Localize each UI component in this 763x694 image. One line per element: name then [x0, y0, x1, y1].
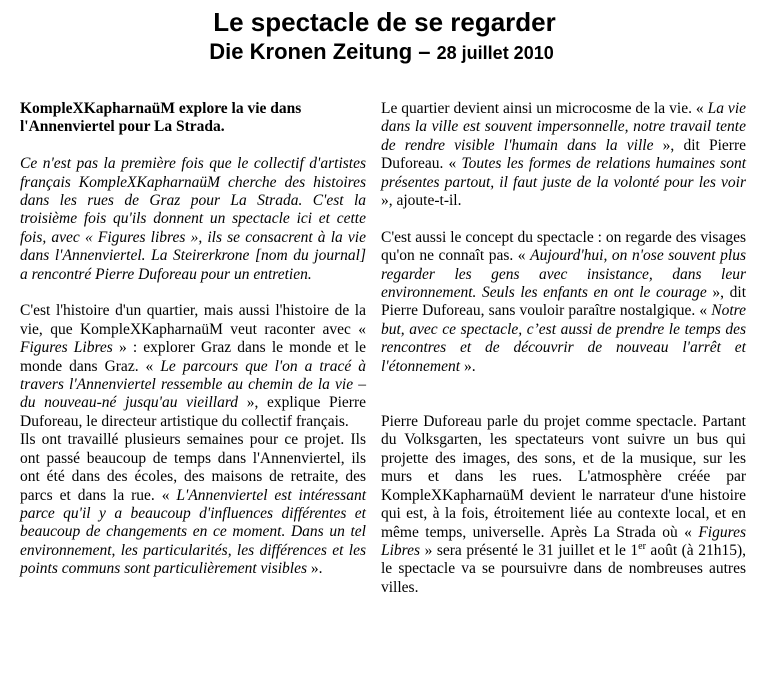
text-run: C'est aussi le concept du spectacle : on regarde des visages qu'on ne connaît pas. «: [381, 228, 746, 265]
quote-italic: La vie dans la ville est souvent impersonnelle, notre travail tente de rendre visible l'humain dans la ville: [381, 100, 746, 154]
right-paragraph-3: [381, 413, 746, 597]
quote-italic: L'Annenviertel est intéressant parce qu'il y a beaucoup d'influences différentes et beaucoup de changements en ce moment. Dans un tel environnement, les particularités, les différences et les points communs sont particulièrement visibles: [20, 486, 367, 578]
quote-italic: Notre but, avec ce spectacle, c’est aussi de prendre le temps des rencontres et de découvrir de nouveau l'arrêt et l'étonnement: [381, 302, 746, 375]
superscript: er: [638, 540, 646, 552]
text-run: », dit Pierre Duforeau, sans vouloir paraître nostalgique. «: [381, 284, 746, 320]
intro-paragraph: [20, 155, 366, 284]
article-subtitle: [0, 38, 763, 67]
text-run: C'est l'histoire d'un quartier, mais aussi l'histoire de la vie, que KompleXKapharnaüM veut raconter avec «: [20, 302, 366, 338]
lead-paragraph: KompleXKapharnaüM explore la vie dans l'Annenviertel pour La Strada.: [20, 100, 302, 136]
right-paragraph-1: [381, 100, 746, 210]
right-column: [381, 100, 746, 597]
quote-italic: Toutes les formes de relations humaines sont présentes partout, il faut juste de la volonté pour les voir: [381, 155, 747, 191]
left-paragraph-2: [20, 302, 366, 431]
text-run: » sera présenté le 31 juillet et le 1: [420, 541, 639, 559]
subtitle-dash: –: [418, 39, 431, 64]
text-run: août (à 21h15), le spectacle va se poursuivre dans de nombreuses autres villes.: [381, 541, 747, 596]
text-run-italic: Figures Libres: [20, 339, 113, 357]
text-run: Le quartier devient ainsi un microcosme de la vie. «: [381, 100, 708, 117]
text-run: » : explorer Graz dans le monde et le monde dans Graz. «: [20, 339, 366, 375]
left-column: [20, 100, 366, 579]
text-run-italic: Figures Libres: [381, 523, 746, 559]
left-paragraph-3: [20, 431, 366, 578]
article-title: Le spectacle de se regarder: [213, 7, 556, 37]
text-run: », dit Pierre Duforeau. «: [381, 136, 746, 173]
quote-italic: Le parcours que l'on a tracé à travers l'Annenviertel ressemble au chemin de la vie – du nouveau-né jusqu'au vieillard: [20, 357, 367, 412]
text-run: Pierre Duforeau parle du projet comme spectacle. Partant du Volksgarten, les spectateurs vont suivre un bus qui projette des images, des sons, et de la musique, sur les murs et dans les rues. L'atmosphère créée par KompleXKapharnaüM devient le narrateur d'une histoire qui est, à la fois, étroitement liée au contexte local, et en même temps, universelle. Après La Strada où «: [381, 413, 746, 541]
article-header: [0, 6, 763, 67]
newspaper-name: Die Kronen Zeitung: [209, 39, 413, 64]
text-run: ».: [307, 560, 323, 578]
text-run: ».: [460, 357, 476, 375]
publication-date: 28 juillet 2010: [436, 43, 554, 63]
text-run: Ils ont travaillé plusieurs semaines pour ce projet. Ils ont passé beaucoup de temps dans l'Annenviertel, ils ont été dans des écoles, des maisons de retraite, des parcs et dans la rue. «: [20, 431, 366, 504]
right-paragraph-2: [381, 229, 746, 376]
quote-italic: Aujourd'hui, on n'ose souvent plus regarder les gens avec insistance, dans leur environnement. Seuls les enfants en ont le courage: [381, 247, 746, 302]
intro-text: Ce n'est pas la première fois que le collectif d'artistes français KompleXKapharnaüM cherche des histoires dans les rues de Graz pour La Strada. C'est la troisième fois qu'ils donnent un spectacle ici et cette fois, avec « Figures libres », ils se consacrent à la vie dans l'Annenviertel. La Steirerkrone [nom du journal] a rencontré Pierre Duforeau pour un entretien.: [20, 155, 366, 283]
text-run: », ajoute-t-il.: [381, 192, 462, 210]
text-run: », explique Pierre Duforeau, le directeur artistique du collectif français.: [20, 394, 366, 430]
